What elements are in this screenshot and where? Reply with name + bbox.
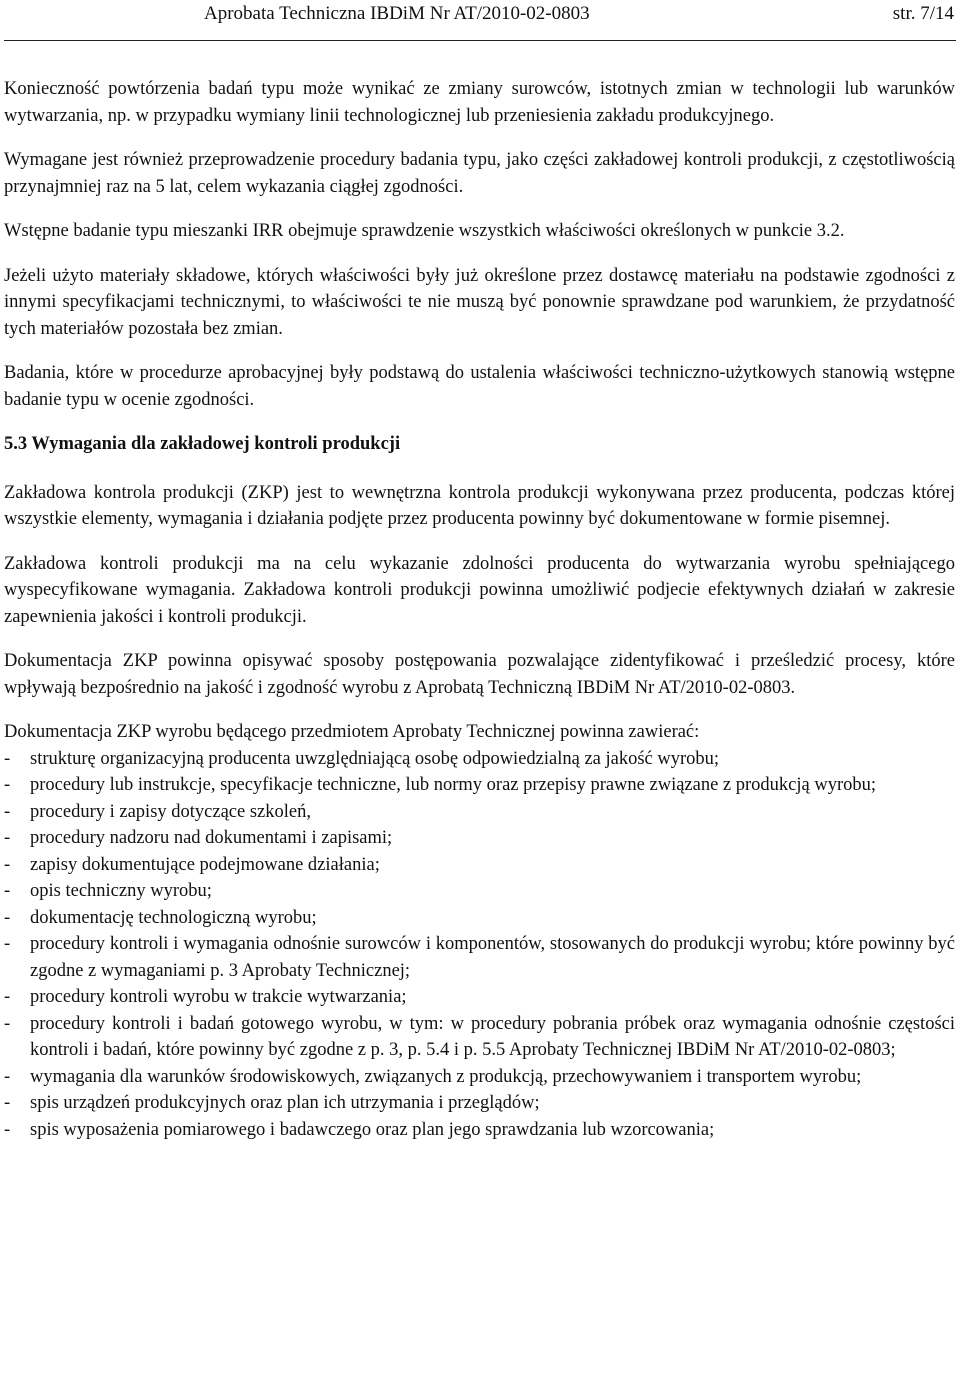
list-dash: - (4, 1013, 11, 1034)
list-dash: - (4, 854, 11, 875)
list-item (4, 772, 955, 799)
paragraph-periodic-type-test: Wymagane jest również przeprowadzenie procedury badania typu, jako części zakładowej kontroli produkcji, z częstotliwością przynajmniej raz na 5 lat, celem wykazania ciągłej zgodności. (4, 150, 955, 197)
list-dash: - (4, 1093, 11, 1113)
list-item (4, 799, 955, 826)
list-item (4, 746, 955, 773)
list-dash: - (4, 907, 11, 928)
list-dash: - (4, 828, 11, 848)
list-item-text: procedury kontroli i badań gotowego wyrobu, w tym: w procedury pobrania próbek oraz wymagania odnośnie częstości kontroli i badań, które powinny być zgodne z p. 3, p. 5.4 i p. 5.5 Aprobaty Technicznej IBDiM Nr AT/2010-02-0803; (30, 1013, 955, 1060)
list-item-text: procedury kontroli wyrobu w trakcie wytwarzania; (30, 987, 407, 1007)
list-item (4, 852, 955, 879)
list-item (4, 1011, 955, 1064)
list-dash: - (4, 987, 11, 1007)
list-dash: - (4, 881, 11, 901)
paragraph-type-test-repeat: Konieczność powtórzenia badań typu może wynikać ze zmiany surowców, istotnych zmian w technologii lub warunków wytwarzania, np. w przypadku wymiany linii technologicznej lub przeniesienia zakładu produkcyjnego. (4, 79, 955, 126)
paragraph-documentation-contents: Dokumentacja ZKP wyrobu będącego przedmiotem Aprobaty Technicznej powinna zawierać: (4, 722, 700, 742)
page-header (4, 0, 956, 41)
page-number: str. 7/14 (892, 3, 954, 24)
list-item (4, 825, 955, 852)
list-dash: - (4, 748, 11, 769)
list-dash: - (4, 801, 11, 822)
document-title: Aprobata Techniczna IBDiM Nr AT/2010-02-0803 (204, 3, 590, 24)
requirements-list (4, 746, 955, 1144)
paragraph-approval-tests: Badania, które w procedurze aprobacyjnej były podstawą do ustalenia właściwości techniczno-użytkowych stanowią wstępne badanie typu w ocenie zgodności. (4, 363, 955, 410)
list-dash: - (4, 1066, 11, 1087)
list-item-text: procedury i zapisy dotyczące szkoleń, (30, 801, 311, 822)
paragraph-zkp-documentation: Dokumentacja ZKP powinna opisywać sposoby postępowania pozwalające zidentyfikować i prześledzić procesy, które wpływają bezpośrednio na jakość i zgodność wyrobu z Aprobatą Techniczną IBDiM Nr AT/2010-02-0803. (4, 651, 955, 698)
list-dash: - (4, 775, 11, 795)
paragraph-zkp-definition: Zakładowa kontrola produkcji (ZKP) jest to wewnętrzna kontrola produkcji wykonywana przez producenta, podczas której wszystkie elementy, wymagania i działania podjęte przez producenta powinny być dokumentowane w formie pisemnej. (4, 482, 955, 529)
list-dash: - (4, 1119, 11, 1140)
paragraph-component-materials: Jeżeli użyto materiały składowe, których właściwości były już określone przez dostawcę materiału na podstawie zgodności z innymi specyfikacjami technicznymi, to właściwości te nie muszą być ponownie sprawdzane pod warunkiem, że przydatność tych materiałów pozostała bez zmian. (4, 265, 955, 339)
list-item-text: procedury nadzoru nad dokumentami i zapisami; (30, 828, 393, 848)
list-item-text: strukturę organizacyjną producenta uwzględniającą osobę odpowiedzialną za jakość wyrobu; (30, 748, 720, 769)
list-item-text: spis urządzeń produkcyjnych oraz plan ich utrzymania i przeglądów; (30, 1093, 540, 1113)
list-item (4, 931, 955, 984)
list-item-text: procedury kontroli i wymagania odnośnie surowców i komponentów, stosowanych do produkcji wyrobu; które powinny być zgodne z wymaganiami p. 3 Aprobaty Technicznej; (30, 934, 955, 981)
document-body (4, 76, 955, 1143)
list-item-text: procedury lub instrukcje, specyfikacje techniczne, lub normy oraz przepisy prawne związane z produkcją wyrobu; (30, 775, 877, 795)
list-item (4, 1117, 955, 1144)
list-item-text: zapisy dokumentujące podejmowane działania; (30, 854, 380, 875)
list-item-text: dokumentację technologiczną wyrobu; (30, 907, 317, 928)
list-item (4, 878, 955, 905)
paragraph-initial-type-test: Wstępne badanie typu mieszanki IRR obejmuje sprawdzenie wszystkich właściwości określonych w punkcie 3.2. (4, 221, 845, 241)
list-item (4, 1064, 955, 1091)
list-item-text: wymagania dla warunków środowiskowych, związanych z produkcją, przechowywaniem i transportem wyrobu; (30, 1066, 862, 1087)
list-item-text: opis techniczny wyrobu; (30, 881, 212, 901)
list-item (4, 905, 955, 932)
paragraph-zkp-purpose: Zakładowa kontroli produkcji ma na celu wykazanie zdolności producenta do wytwarzania wyrobu spełniającego wyspecyfikowane wymagania. Zakładowa kontroli produkcji powinna umożliwić podjecie efektywnych działań w zakresie zapewnienia jakości i kontroli produkcji. (4, 553, 955, 627)
list-item (4, 1090, 955, 1117)
section-heading: 5.3 Wymagania dla zakładowej kontroli produkcji (4, 434, 401, 454)
list-dash: - (4, 934, 11, 954)
list-item (4, 984, 955, 1011)
list-item-text: spis wyposażenia pomiarowego i badawczego oraz plan jego sprawdzania lub wzorcowania; (30, 1119, 715, 1140)
